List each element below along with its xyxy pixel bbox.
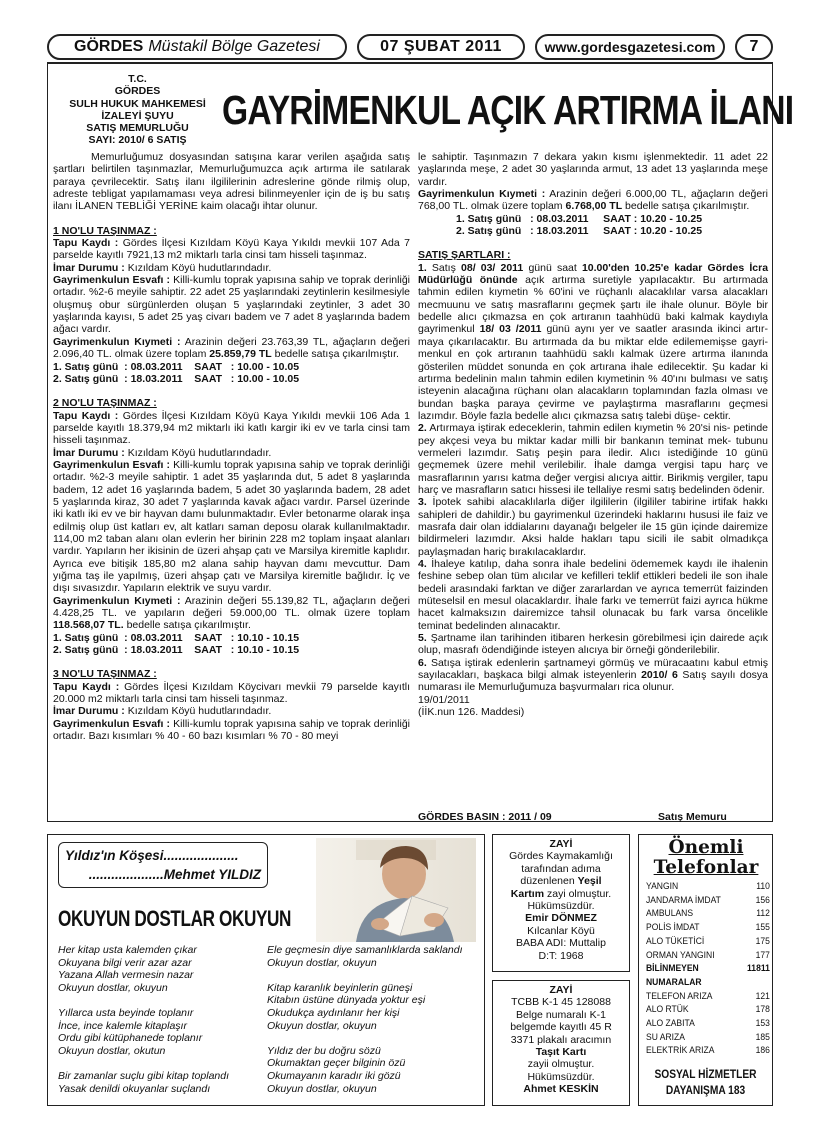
poem-line: Her kitap usta kalemden çıkar — [58, 944, 197, 956]
property-3-value: Gayrimenkulun Kıymeti : Arazinin değeri 6.000,00 TL, ağaçların değeri 768,00 TL. olmak üzere toplam 6.768,00 TL bedelle satışa çıkarılmıştır. — [418, 188, 768, 213]
reading-boy-photo — [316, 838, 476, 942]
poem-line: Kitap karanlık beyinlerin güneşi — [267, 981, 413, 994]
property-1-deed: Tapu Kaydı : Gördes İlçesi Kızıldam Köyü Kaya Yıkıldı mevkii 107 Ada 7 parselde kayıtlı 7921,13 m2 miktarlı tarla cinsi tam hisseli taşınmaz. — [53, 237, 410, 262]
notice-line: Kılcanlar Köyü — [527, 924, 595, 937]
poem-stanza — [267, 1045, 482, 1095]
notice-line: 3371 plakalı aracımın — [510, 1033, 612, 1046]
court-line: İZALEYİ ŞUYU — [101, 109, 174, 122]
court-line: SATIŞ MEMURLUĞU — [86, 122, 189, 135]
property-3-title: 3 NO'LU TAŞINMAZ : — [53, 668, 157, 681]
notice-headline: GAYRİMENKUL AÇIK ARTIRMA İLANI — [222, 87, 794, 133]
poem-line: Okuyun dostlar, okuyun — [267, 1082, 377, 1095]
law-reference: (İİK.nun 126. Maddesi) — [418, 706, 525, 719]
page-header — [47, 34, 773, 64]
phone-row: ALO ZABITA 153 — [646, 1018, 770, 1030]
phone-row: POLİS İMDAT 155 — [646, 922, 770, 934]
column-author: ....................Mehmet YILDIZ — [88, 867, 261, 882]
property-2-title: 2 NO'LU TAŞINMAZ : — [53, 397, 157, 410]
paper-name: GÖRDES — [74, 38, 144, 55]
notice-right-column — [418, 151, 768, 718]
poem-line: Okuyun dostlar, okuyun — [267, 956, 377, 969]
column-headline: OKUYUN DOSTLAR OKUYUN — [58, 906, 292, 931]
phone-row: SU ARIZA 185 — [646, 1031, 770, 1043]
social-services-line: SOSYAL HİZMETLER DAYANIŞMA 183 — [654, 1067, 757, 1097]
term-1: 1. Satış 08/ 03/ 2011 günü saat 10.00'den 10.25'e kadar Gördes İcra Müdürlüğü önünde açık artırma suretiyle yapılacaktır. Bu artırmada tahmin edilen kıymetin % 60'ini ve rüçhanlı alacaklılar varsa alacakları mecmuunu ve satış masraflarını geçmek şartı ile ihale olunur. Böyle bir bedelle alıcı çıkmazsa en çok artıranın taahhüdü baki kalmak kaydıyla gayrimenkul 18/ 03 /2011 günü aynı yer ve saatler arasında ikinci artır- maya çıkarılacaktır. Bu artırmada da bu miktar elde edilememişse gayri- menkul en çok artıranın taahhüdü saklı kalmak üzere artırma ilanında gösterilen müddet sonunda en çok artırana ihale edilecektir. Şu kadar ki artırma bedelinin malın tahmin edilen kıymetinin % 40'ını bulması ve satış isteyenin alacağına rüçhanı olan alacakların toplamından fazla olması ve bundan başka paraya çevirme ve paylaştırma masraflarını geçmesi lazımdır. Böyle fazla bedelle alıcı çıkmazsa satış talebi düşe- cektir. — [418, 261, 769, 422]
paper-subtitle: Müstakil Bölge Gazetesi — [148, 38, 320, 55]
poem-line: Bir zamanlar suçlu gibi kitap toplandı — [58, 1069, 230, 1082]
property-2-description: Gayrimenkulun Esvafı : Killi-kumlu toprak yapısına sahip ve toprak derinliği ortadır. %2-3 meyile sahiptir. 1 adet 35 yaşlarında dut, 5 adet 8 yaşlarında badem, 12 adet 16 yaşlarında badem, 5 adet 30 yaşlarında badem, 28 adet 5 yaşlarında kiraz, 30 adet 7 yaşlarında kavak ağacı vardır. Parsel üzerinde iki katlı iki ev ve bir hayvan damı bulunmaktadır. Evler betonarme olarak inşa edilmiş olup üst katları ev, alt katları saman deposu olarak kullanılmaktadır. 114,00 m2 taban alanı olan evlerin her birinin 228 m2 toplam inşaat alanları vardır. Yapıların her ikisinin de üzeri ahşap çatı ve Marsilya kiremitle kaplıdır. Ayrıca eve bitişik 185,80 m2 alana sahip hayvan damı mevcuttur. Dam yığma taş ile yapılmış, üzeri ahşap çatı ve Marsilya kiremitle bağlıdır. İç ve dışı sıvasızdır. Yapıların elektrik ve suyu vardır. — [53, 458, 410, 595]
property-2-sale-2: 2. Satış günü : 18.03.2011 SAAT : 10.10 - 10.15 — [53, 644, 300, 657]
notice-line: tarafından adıma — [521, 862, 601, 875]
court-line: SAYI: 2010/ 6 SATIŞ — [88, 134, 187, 147]
notice-line: TCBB K-1 45 128088 — [511, 996, 611, 1009]
property-2-sale-1: 1. Satış günü : 08.03.2011 SAAT : 10.10 - 10.15 — [53, 631, 300, 644]
court-line: T.C. — [128, 73, 147, 85]
notice-intro: Memurluğumuz dosyasından satışına karar verilen aşağıda satış şartları belirtilen taşınmazlar, Memurluğumuzca açık artırma ile satılarak paraya çevrilecektir. Satış ilanı ilgililerinin adreslerine gönde rilmiş olup, adreste tebligat yapılamaması veya adresi bilinmeyenler için de iş bu satış ilanı İLANEN TEBLİĞİ YERİNE kaim olacağı ihtar olunur. — [53, 151, 410, 213]
property-1-description: Gayrimenkulun Esvafı : Killi-kumlu toprak yapısına sahip ve toprak derinliği ortadır. %2-6 meyile sahiptir. 22 adet 25 yaşlarındaki zeytinlerin kesilmesiyle oluşmuş obur sürgünlerden oluşan 5 yaşlarındaki zeytinler, 3 adet 30 yaşlarında kayısı, 5 adet 25 yaş civarı badem ve 7 adet 8 yaşlarında badem ağacı vardır. — [53, 274, 410, 336]
poem-line: Yıllarca usta beyinde toplanır — [58, 1006, 194, 1019]
property-2-deed: Tapu Kaydı : Gördes İlçesi Kızıldam Köyü Kaya Yıkıldı mevkii 106 Ada 1 parselde kayıtlı 18.379,94 m2 miktarlı iki katlı kargir iki ev ve tarla cinsi tam hisseli taşınmaz. — [53, 409, 410, 447]
property-3-zoning: İmar Durumu : Kızıldam Köyü hudutlarındadır. — [53, 705, 272, 718]
notice-line: Gördes Kaymakamlığı — [509, 850, 613, 863]
poem-stanza — [58, 944, 258, 994]
court-line: SULH HUKUK MAHKEMESİ — [69, 97, 206, 110]
property-3-sale-1: 1. Satış günü : 08.03.2011 SAAT : 10.20 - 10.25 — [456, 212, 703, 225]
poem-line: Okumayanın karadır iki gözü — [267, 1069, 401, 1082]
notice-line: D:T: 1968 — [538, 949, 584, 962]
poem-line: Ordu gibi kütüphanede toplanır — [58, 1032, 203, 1045]
notice-date: 19/01/2011 — [418, 693, 470, 706]
property-2-value: Gayrimenkulun Kıymeti : Arazinin değeri 55.139,82 TL, ağaçların değeri 4.428,25 TL. ve yapıların değeri 59.000,00 TL. olmak üzere toplam 118.568,07 TL. bedelle satışa çıkarılmıştır. — [53, 594, 410, 632]
phone-row: JANDARMA İMDAT 156 — [646, 894, 770, 906]
notice-left-column — [53, 151, 410, 742]
press-footer — [418, 811, 768, 823]
notice-line: Hükümsüzdür. — [527, 1070, 595, 1083]
poem-stanza — [267, 944, 482, 969]
phone-row: AMBULANS 112 — [646, 908, 770, 920]
poem-line: Okudukça aydınlanır her kişi — [267, 1006, 400, 1019]
notice-title: ZAYİ — [549, 984, 573, 996]
phone-row: ALO TÜKETİCİ 175 — [646, 935, 770, 947]
phone-row: ALO RTÜK 178 — [646, 1004, 770, 1016]
poem-stanza — [58, 1070, 258, 1095]
notice-line: Taşıt Kartı — [535, 1046, 587, 1059]
notice-line: Kartım zayi olmuştur. — [510, 887, 612, 900]
court-line: GÖRDES — [114, 85, 161, 98]
notice-person: Ahmet KESKİN — [523, 1083, 599, 1096]
poem-stanza — [267, 982, 482, 1032]
signature: Satış Memuru — [658, 811, 727, 823]
property-2-zoning: İmar Durumu : Kızıldam Köyü hudutlarındadır. — [53, 446, 272, 459]
notice-line: düzenlenen Yeşil — [520, 875, 602, 888]
phone-row: ORMAN YANGINI 177 — [646, 949, 770, 961]
column-name: Yıldız'ın Köşesi.................... — [65, 848, 239, 863]
property-1-sale-1: 1. Satış günü : 08.03.2011 SAAT : 10.00 - 10.05 — [53, 360, 300, 373]
sale-terms-title: SATIŞ ŞARTLARI : — [418, 249, 511, 262]
notice-line: belgemde kayıtlı 45 R — [510, 1021, 612, 1034]
property-1-value: Gayrimenkulun Kıymeti : Arazinin değeri 23.763,39 TL, ağaçların değeri 2.096,40 TL. olmak üzere toplam 25.859,79 TL bedelle satışa çıkarılmıştır. — [53, 335, 410, 361]
phone-row: ELEKTRİK ARIZA 186 — [646, 1045, 770, 1057]
poem-line: Kitabın üstüne dünyada yoktur eşi — [267, 994, 426, 1007]
term-2: 2. Artırmaya iştirak edeceklerin, tahmin edilen kıymetin % 20'si nis- petinde pey akçesi veya bu miktar kadar milli bir bankanın teminat mek- tubunu vermeleri lazımdır. Satış peşin para iledir. Alıcı istediğinde 10 günü geçmemek üzere mehil verilebilir. İhale damga vergisi tapu harç ve masraflarının yarısı katma değer vergisi alıcıya aittir. Birikmiş vergiler, tapu harç ve masrafların satıcı hissesi ile tellaliye resmi satış bedelinden ödenir. — [418, 422, 768, 496]
paper-title-pill — [47, 34, 347, 60]
notice-person: Emir DÖNMEZ — [525, 912, 597, 925]
notice-line: BABA ADI: Muttalip — [516, 937, 606, 950]
poem-left — [58, 944, 258, 1108]
poem-line: Yazana Allah vermesin nazar — [58, 969, 194, 982]
poem-line: Okuyun dostlar, okutun — [58, 1044, 166, 1057]
notice-line: Belge numaralı K-1 — [516, 1008, 606, 1021]
notice-line: zayii olmuştur. — [527, 1058, 595, 1071]
property-3-description-cont: le sahiptir. Taşınmazın 7 dekara yakın kısmı işlenmektedir. 11 adet 22 yaşlarında meşe, 2 adet 30 yaşlarında armut, 13 adet 13 yaşlarında meşe vardır. — [418, 151, 768, 188]
term-4: 4. İhaleye katılıp, daha sonra ihale bedelini ödememek kaydı ile ihalenin feshine sebep olan tüm alıcılar ve kefilleri teklif ettikleri bedeli ile son ihale bedeli arasındaki farktan ve diğer zararlardan ve ayrıca temerrüt faizinden müteselsil en mesul olacaklardır. İhale farkı ve temerrüt faizi ayrıca hükme hacet kalmaksızın dairemizce tahsil olunacak bu fark varsa öncelikle teminat bedelinden alınacaktır. — [418, 558, 769, 632]
notice-title: ZAYİ — [549, 838, 573, 850]
term-3: 3. İpotek sahibi alacaklılarla diğer ilgililerin (ilgililer tabirine irtifak hakkı sahipleri de dahildir.) bu gayrimenkul üzerindeki haklarını hususi ile faiz ve masrafa dair olan iddialarını dayanağı belgeler ile 15 gün içinde dairemize bildirmeleri lazımdır. Aksi halde hakları tapu sicili ile sabit olmadıkça paylaşmadan hariç bırakılacaklardır. — [418, 496, 768, 558]
notice-line: Hükümsüzdür. — [527, 900, 595, 913]
poem-stanza — [58, 1007, 258, 1057]
poem-line: Okumaktan geçer bilginin özü — [267, 1057, 406, 1070]
property-3-deed: Tapu Kaydı : Gördes İlçesi Kızıldam Köycivarı mevkii 79 parselde kayıtlı 20.000 m2 miktarlı tarla cinsi tam hisseli taşınmaz. — [53, 680, 411, 706]
lost-notice-green-card — [492, 834, 630, 972]
phones-title: Önemli Telefonlar — [653, 837, 759, 878]
poem-right — [267, 944, 482, 1108]
property-3-sale-2: 2. Satış günü : 18.03.2011 SAAT : 10.20 - 10.25 — [456, 225, 703, 238]
term-5: 5. Şartname ilan tarihinden itibaren herkesin görebilmesi için dairede açık olup, masrafı ödendiğinde isteyen alıcıya bir örneği gönderilebilir. — [418, 632, 768, 657]
issue-date: 07 ŞUBAT 2011 — [357, 34, 525, 60]
property-1-sale-2: 2. Satış günü : 18.03.2011 SAAT : 10.00 - 10.05 — [53, 372, 300, 385]
poem-line: Ele geçmesin diye samanlıklarda saklandı — [267, 944, 463, 956]
property-1-title: 1 NO'LU TAŞINMAZ : — [53, 224, 157, 237]
website-link[interactable]: www.gordesgazetesi.com — [535, 34, 725, 60]
column-title-box — [58, 842, 268, 888]
poem-line: İnce, ince kalemle kitaplaşır — [58, 1019, 187, 1032]
lost-notice-vehicle-card — [492, 980, 630, 1106]
poem-line: Okuyana bilgi verir azar azar — [58, 956, 192, 969]
page-number: 7 — [735, 34, 773, 60]
property-3-description: Gayrimenkulun Esvafı : Killi-kumlu toprak yapısına sahip ve toprak derinliği ortadır. Bazı kısımları % 40 - 60 bazı kısımları % 70 - 80 meyi — [53, 717, 410, 743]
poem-line: Yasak denildi okuyanlar suçlandı — [58, 1082, 211, 1095]
court-heading — [55, 73, 220, 147]
term-6: 6. Satışa iştirak edenlerin şartnameyi görmüş ve müracaatını kabul etmiş sayılacakları, başkaca bilgi almak isteyenlerin 2010/ 6 Satış sayılı dosya numarası ile Memurluğumuza başvurmaları rica olunur. — [418, 656, 769, 694]
phone-list — [646, 880, 770, 1058]
poem-line: Yıldız der bu doğru sözü — [267, 1044, 381, 1057]
phone-row: TELEFON ARIZA 121 — [646, 990, 770, 1002]
poem-line: Okuyun dostlar, okuyun — [267, 1019, 377, 1032]
poem-line: Okuyun dostlar, okuyun — [58, 981, 168, 994]
property-1-zoning: İmar Durumu : Kızıldam Köyü hudutlarındadır. — [53, 261, 272, 274]
phone-row: YANGIN 110 — [646, 881, 770, 892]
press-code: GÖRDES BASIN : 2011 / 09 — [418, 811, 552, 823]
phone-row: BİLİNMEYEN NUMARALAR 11811 — [646, 963, 770, 988]
